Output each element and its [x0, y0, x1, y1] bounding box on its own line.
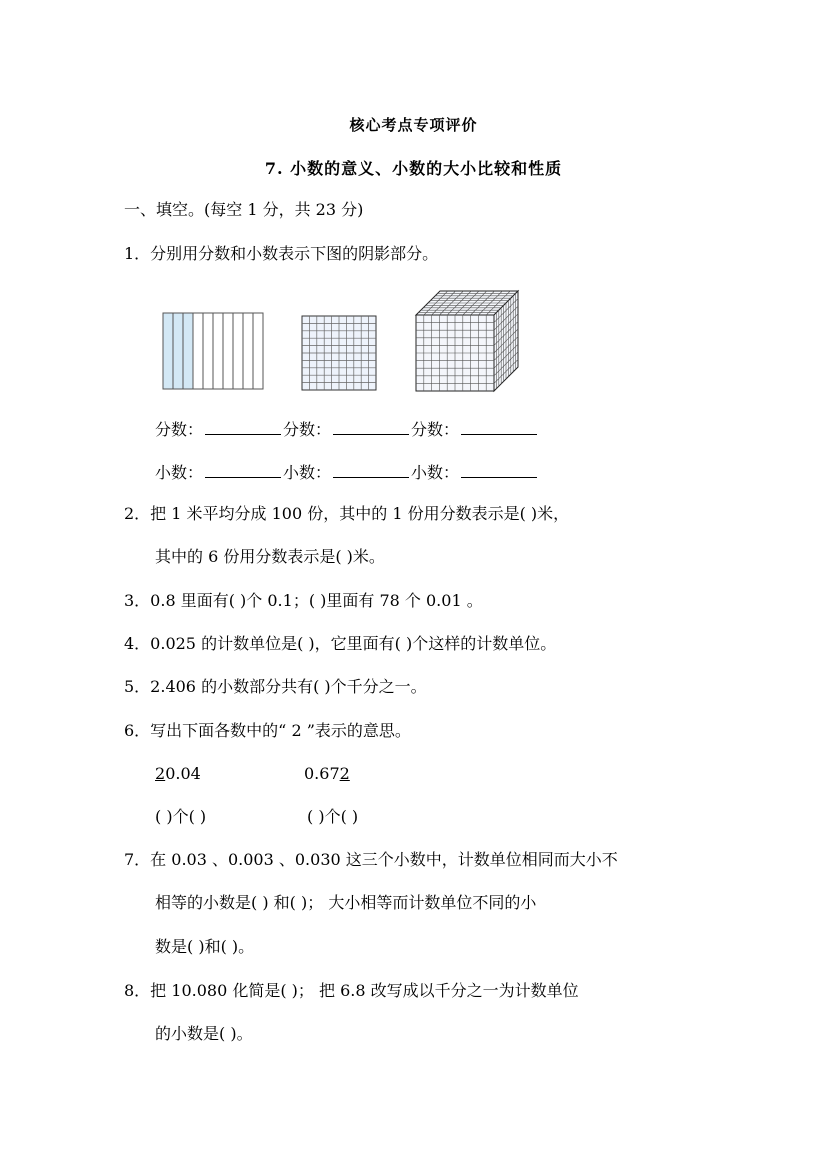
page-title: 核心考点专项评价 [349, 116, 478, 134]
q6-number-2-underlined-digit: 2 [339, 764, 350, 783]
strip-column [173, 313, 183, 389]
fraction-label-1: 分数： [155, 420, 204, 439]
q6-number-2 [304, 764, 350, 784]
page-subtitle: 7. 小数的意义、小数的大小比较和性质 [264, 159, 563, 178]
hundred-grid-figure [300, 314, 380, 392]
strip-column [163, 313, 173, 389]
question-5: 5．2.406 的小数部分共有( )个千分之一。 [124, 677, 427, 696]
q6-number-1 [155, 764, 201, 784]
question-2-line-1: 2．把 1 米平均分成 100 份，其中的 1 份用分数表示是( )米， [124, 504, 570, 523]
section-heading: 一、填空。(每空 1 分，共 23 分) [124, 200, 364, 219]
q6-number-1-underlined-digit: 2 [155, 764, 166, 783]
fraction-answers [155, 418, 539, 440]
ten-strip-figure [160, 310, 266, 392]
fraction-blank-3[interactable] [461, 418, 537, 435]
decimal-label-3: 小数： [411, 463, 460, 482]
question-4: 4．0.025 的计数单位是( )，它里面有( )个这样的计数单位。 [124, 634, 557, 653]
decimal-blank-2[interactable] [333, 461, 409, 478]
decimal-blank-3[interactable] [461, 461, 537, 478]
strip-column [203, 313, 213, 389]
strip-column [193, 313, 203, 389]
decimal-label-1: 小数： [155, 463, 204, 482]
strip-column [213, 313, 223, 389]
question-7-line-2: 相等的小数是( ) 和( )； 大小相等而计数单位不同的小 [155, 893, 537, 912]
thousand-cube-figure [414, 289, 524, 393]
question-8-line-2: 的小数是( )。 [155, 1024, 253, 1043]
fraction-label-3: 分数： [411, 420, 460, 439]
question-2-line-2: 其中的 6 份用分数表示是( )米。 [155, 547, 385, 566]
question-1: 1．分别用分数和小数表示下图的阴影部分。 [124, 244, 439, 263]
strip-column [183, 313, 193, 389]
question-6: 6．写出下面各数中的“ 2 ”表示的意思。 [124, 721, 411, 740]
q6-answer-1: ( )个( ) [155, 807, 207, 826]
decimal-blank-1[interactable] [205, 461, 281, 478]
strip-column [253, 313, 263, 389]
strip-column [223, 313, 233, 389]
question-7-line-3: 数是( )和( )。 [155, 937, 255, 956]
question-3: 3．0.8 里面有( )个 0.1；( )里面有 78 个 0.01 。 [124, 591, 483, 610]
decimal-answers [155, 461, 539, 483]
fraction-blank-1[interactable] [205, 418, 281, 435]
strip-column [233, 313, 243, 389]
q6-number-2-rest: 0.67 [304, 764, 340, 783]
q6-answer-2: ( )个( ) [307, 807, 359, 826]
fraction-blank-2[interactable] [333, 418, 409, 435]
fraction-label-2: 分数： [283, 420, 332, 439]
strip-column [243, 313, 253, 389]
question-7-line-1: 7．在 0.03 、0.003 、0.030 这三个小数中，计数单位相同而大小不 [124, 850, 618, 869]
decimal-label-2: 小数： [283, 463, 332, 482]
q6-number-1-rest: 0.04 [165, 764, 201, 783]
question-8-line-1: 8．把 10.080 化简是( )； 把 6.8 改写成以千分之一为计数单位 [124, 981, 579, 1000]
